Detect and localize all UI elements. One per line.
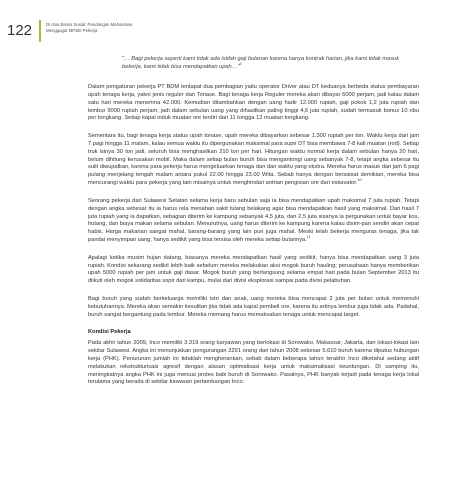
running-header	[46, 22, 132, 33]
page-content	[88, 48, 419, 397]
running-title-line-1: Di Atas Bisnis Sosial: Pandangan Mahasiswa	[46, 22, 133, 27]
quote-text: "… Bagi pekerja seperti kami tidak ada istilah gaji bulanan karena hanya kontrak harian, jika kami tidak masuk bekerja, kami tidak bisa mendapatkan upah…"	[122, 56, 400, 70]
paragraph-text: Dalam pengaturan pekerja PT BDM tentapat dua pembagian yaitu operator Driver atau DT keduanya berbeda status pembayaran upah tenaga kerja, yakni jenis reguler dan Tonase. Bagi tenaga kerja Reguler mereka akan dibayar 6000 perjam, jadi kalau dalam satu hari mereka menerima 42.000. Kemudian ditambahkan dengan uang hadir 12.000 rupiah, gaji pokok 1,2 juta rupiah dan lembur 9000 rupiah perjam, jadi dalam sebulan uang yang dihasilkan paling tinggi 4,6 juta rupiah, sudah termasuk bonus 10 ribu per tongkang. Setiap kapal induk muatan ore terdiri dari 11 tongga 12 muatan tongkang.	[88, 83, 419, 122]
quote-paragraph	[122, 56, 407, 72]
footnote-ref: 11	[306, 235, 311, 240]
body-paragraph-3	[88, 198, 419, 245]
block-quote	[122, 56, 407, 72]
paragraph-text: Sementara itu, bagi tenaga kerja status upah tonase, upah mereka dibayarkan sebesar 1.300 rupiah per ton. Waktu kerja dari jam 7 pagi hingga 11 malam, kalau semua waktu itu dipergunakan maksimal para supir DT bisa membawa 7-8 kali muatan (rod). Setiap truk isinya 30 ton jadi, seluruh bisa menghasilkan 210 ton per hari. Hitungan waktu normal kerja dalam sebulan hanya 20 hari, belum dihitung kerusakan mobil. Maka dalam setiap bulan buruh bisa mengantongi uang sebanyak 7-8, tetapi angka sebesar itu sulit diwujudkan, karena para pekerja harus mengeluarkan tenaga dan dan waktu yang ekstra. Mereka harus masuk dari jam 6 pagi pulang menjelang tengah malam antara pukul 22.00 hingga 23.00 Wita. Sebab hanya dengan bersaisat demikian, mereka bisa mencurangi waktu para pekerja yang lain misalnya untuk menghindari antrian pengisian ore dari eskavator.	[88, 132, 420, 187]
section-heading: Kondisi Pekerja	[88, 328, 131, 335]
paragraph-text: Apalagi ketika musim hujan datang, biasanya mereka mendapatkan hasil yang sedikit, hanya bisa mendapatkan uang 3 juta rupiah. Kondisi sekarang sedikit lebih baik sebelum mereka melakukan aksi mogok buruh hauling; perusahaan hanya memberikan upah 5000 rupiah per jam untuk gaji dasar. Mogok buruh yang berlangsung selama empat hari pada bulan September 2013 itu diikuti oleh mogok solidaritas sopir dari kampu, mulai dari divisi eksplorasi sampai pada divisi pelabuhan.	[88, 254, 419, 285]
running-title-line-2: Menggugat MP3EI Pekerja	[46, 27, 98, 33]
body-paragraph-2	[88, 133, 419, 188]
footnote-ref: 10	[357, 178, 362, 183]
quote-footnote-ref: 9	[239, 62, 242, 67]
section-paragraph: Pada akhir tahun 2009, Inco memiliki 3.319 orang karyawan yang berlokasi di Sorowako, Makassar, Jakarta, dan lokasi-lokasi lain sekitar Sulawesi. Angka ini menunjukkan pengurangan 2291 orang dari tahun 2008 sebesar 5.610 buruh karena diputus hubungan kerja (PHK). Penurunan jumlah ini tidaklah mengherankan, sebab dalam beberapa tahun terakhir Inco diketahui sedang aktif melakukan rekstrukturisasi agresif dengan alasan optimalisasi kerja untuk maksimalisasi keuntungan. Di samping itu, meningkatnya angka PHK ini juga menuai protes baik buruh di Sorowako. Pasalnya, PHK banyak terjadi pada tenaga kerja lokal terutama yang berada di sekitar kawasan pertambangan Inco.	[88, 339, 419, 386]
body-paragraph-1	[88, 84, 419, 124]
body-paragraph-5	[88, 296, 419, 320]
paragraph-text: Seorang pekerja dari Sulawesi Selatan selama kerja baru sebulan saja ia bisa mendapatkan upah maksimal 7 juta rupiah. Tetapi dengan angka sebesar itu ia harus rela menahan sakit tulang belakang agar bisa mendapatkan hasil yang maksimal. Dari hasil 7 juta rupiah yang ia dapatkan, sebagian diterim ke kampung sebanyak 4,5 juta, dan 2,5 juta sisanya ia pergunakan untuk bayar kos, hutang, dan biaya makan selama sebulan. Menurutnya, uang harus diterim ke kampung karena kalau disim-pan sendiri akan cepat habis. Harga makanan sangat mahal, barang-barang yang lain pun juga mahal. Meski telah bekerja menguras tenaga, jika tak pandai menyimpan uang, hanya sedikit yang bisa tersisa oleh mereka setiap bulannya.	[88, 197, 419, 244]
paragraph-text: Bagi buruh yang sudah berkeluarga memiliki istri dan anak, uang mereka bisa mencapai 2 juta per bulan untuk memenuhi kebutuhannya. Mereka akan semakin kesulitan jika tidak ada kapal pembeli ore, karena itu artinya lembur juga tidak ada. Padahal, buruh sangat bergantung pada lembur. Mereka memang harus memaksakan tenaga untuk mencapai target.	[88, 295, 419, 318]
body-paragraph-4	[88, 255, 419, 287]
page-number: 122	[0, 20, 41, 42]
